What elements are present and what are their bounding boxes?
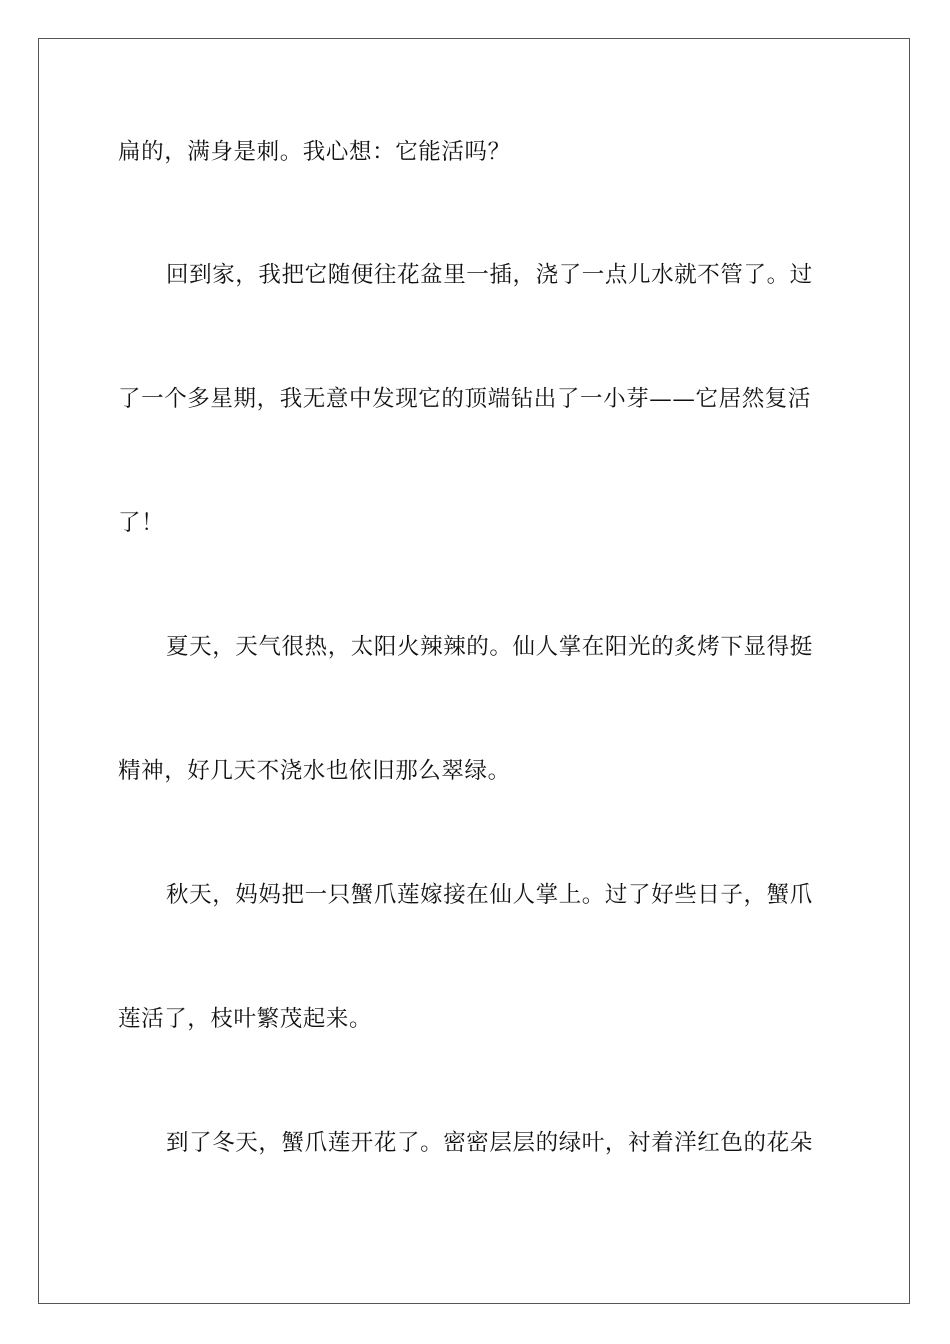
paragraph-start-line: 到了冬天，蟹爪莲开花了。密密层层的绿叶，衬着洋红色的花朵	[166, 1130, 813, 1156]
text-line: 精神，好几天不浇水也依旧那么翠绿。	[118, 758, 511, 784]
page-border	[38, 38, 910, 1304]
text-line: 了！	[118, 510, 165, 536]
text-line: 了一个多星期，我无意中发现它的顶端钻出了一小芽——它居然复活	[118, 386, 812, 412]
paragraph-start-line: 夏天，天气很热，太阳火辣辣的。仙人掌在阳光的炙烤下显得挺	[166, 634, 813, 660]
text-line: 扁的，满身是刺。我心想：它能活吗？	[118, 139, 511, 165]
paragraph-start-line: 回到家，我把它随便往花盆里一插，浇了一点儿水就不管了。过	[166, 262, 813, 288]
paragraph-start-line: 秋天，妈妈把一只蟹爪莲嫁接在仙人掌上。过了好些日子，蟹爪	[166, 882, 813, 908]
text-line: 莲活了，枝叶繁茂起来。	[118, 1006, 373, 1032]
